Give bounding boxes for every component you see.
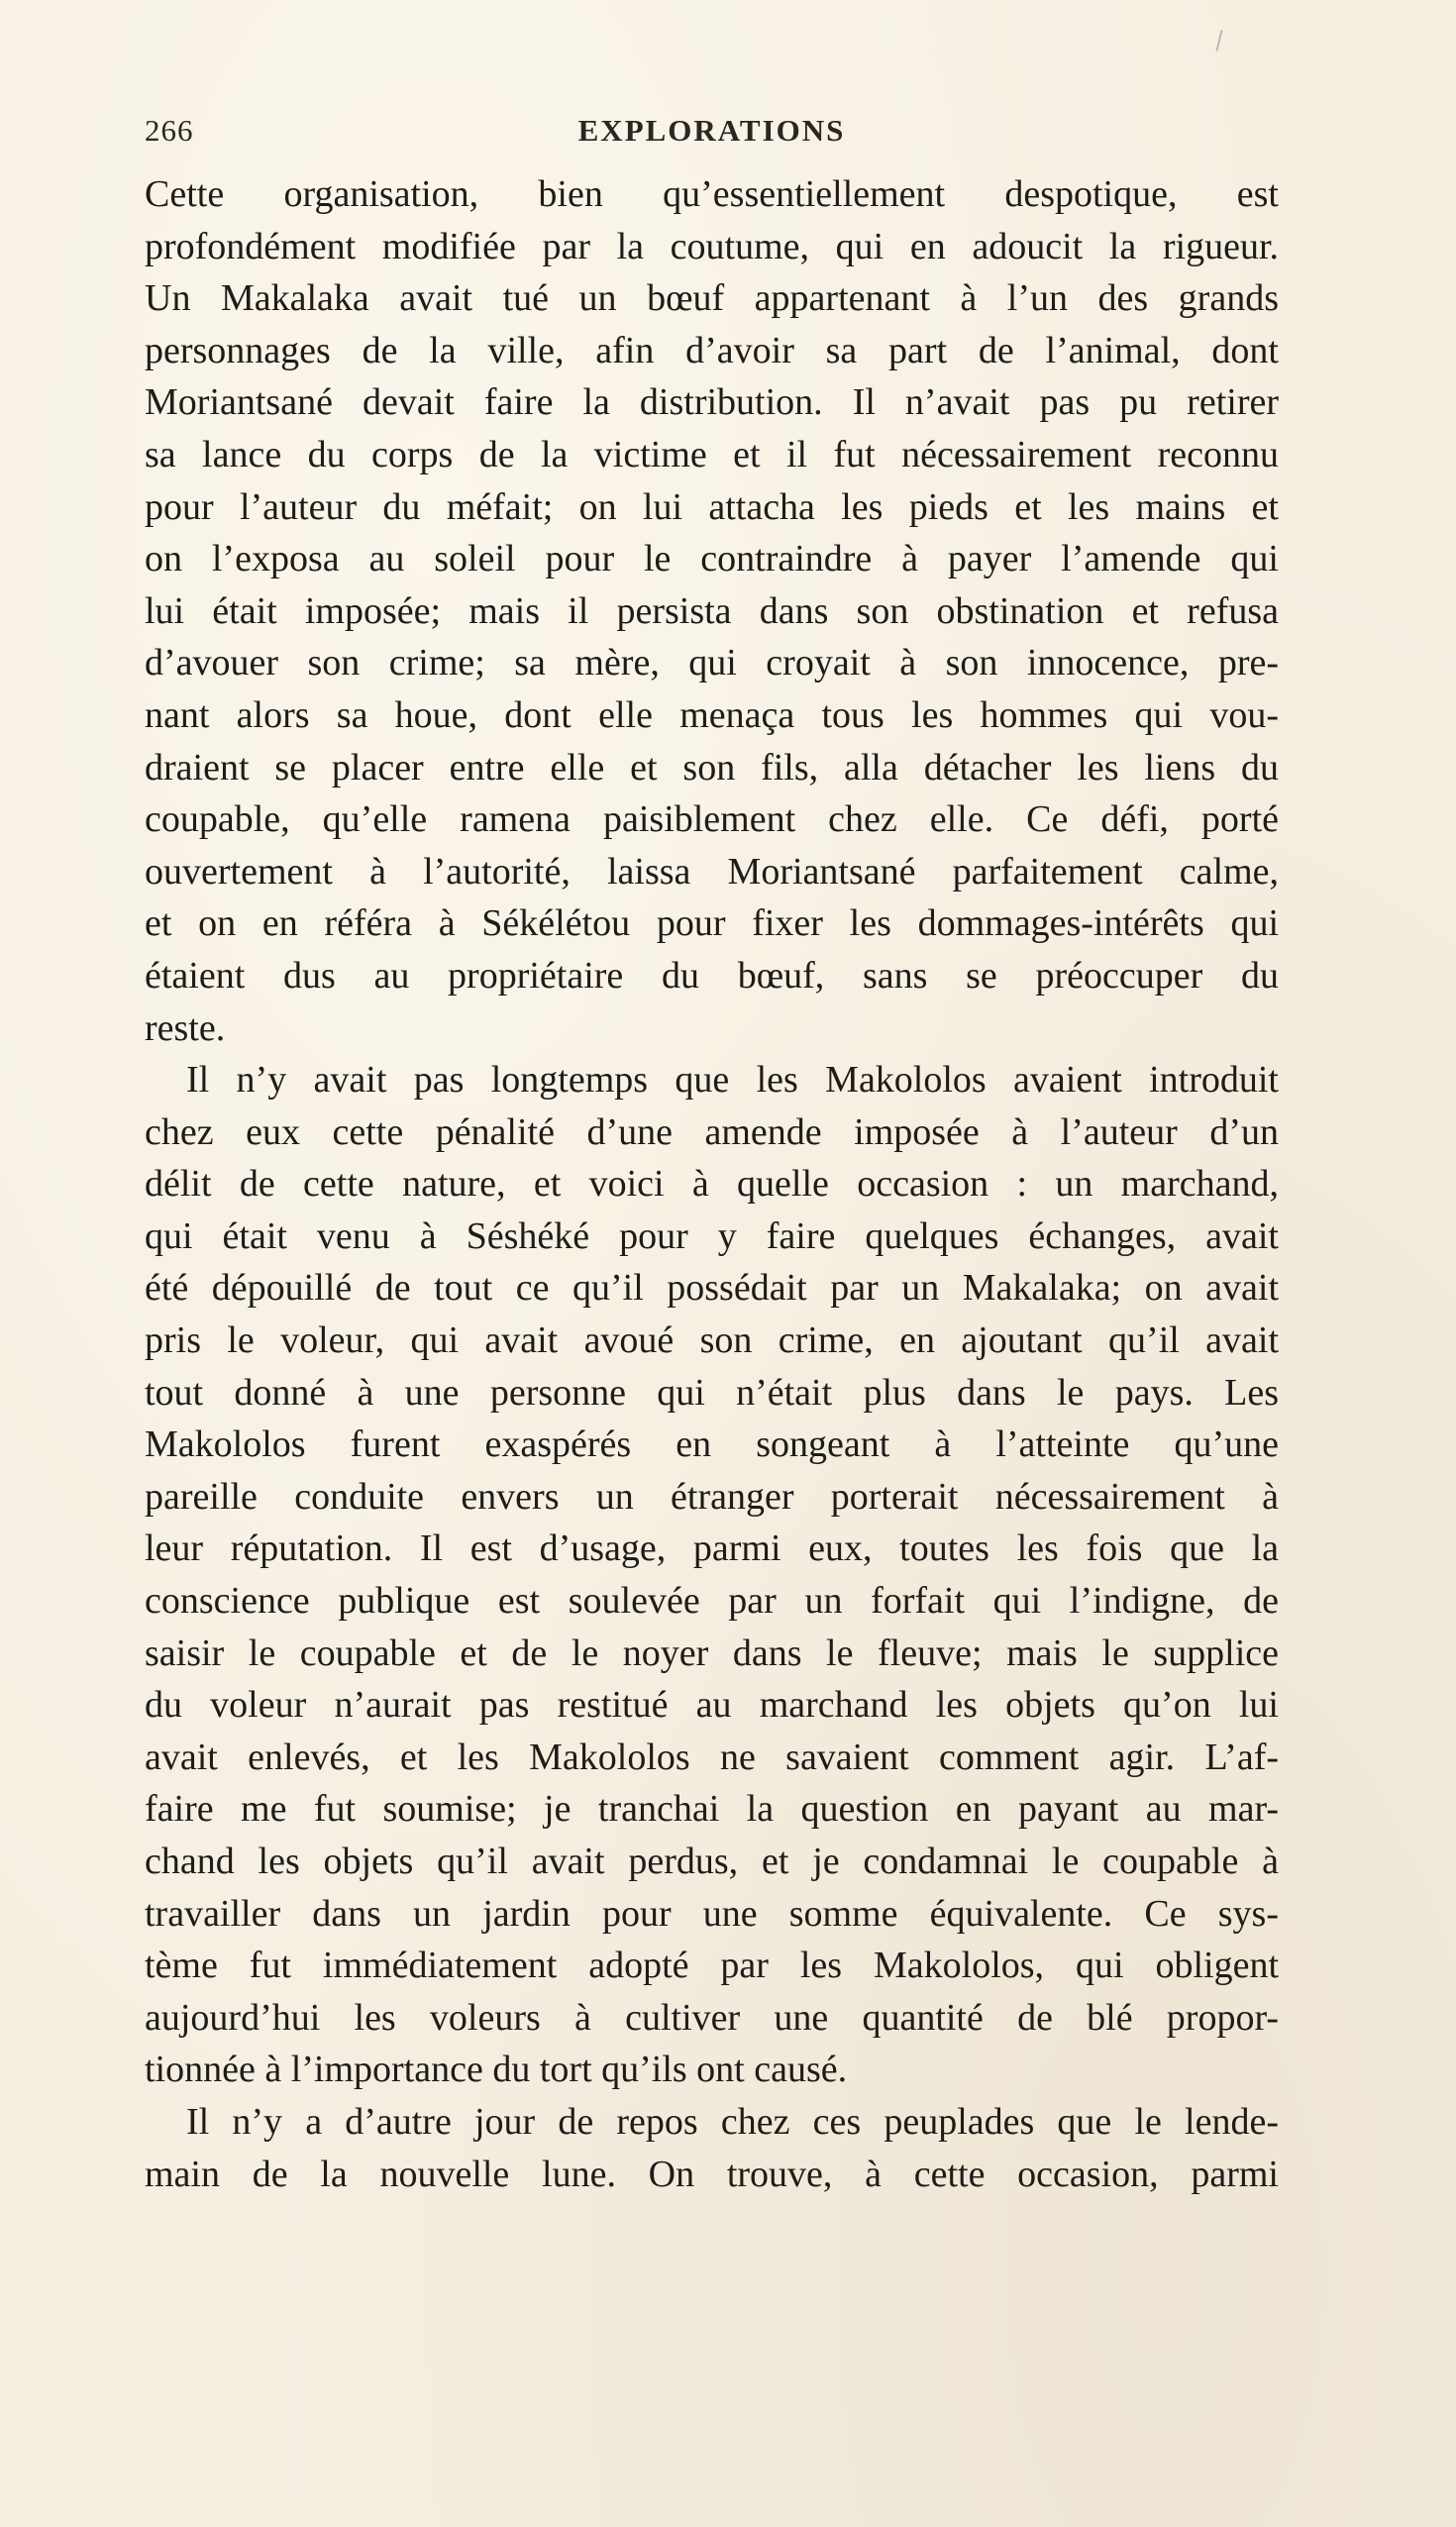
text-line: tionnée à l’importance du tort qu’ils ont causé. bbox=[145, 2049, 848, 2091]
text-line: pris le voleur, qui avait avoué son crime, en ajoutant qu’il avait bbox=[145, 1319, 1279, 1362]
text-line: Un Makalaka avait tué un bœuf appartenant à l’un des grands bbox=[145, 277, 1279, 320]
text-line: draient se placer entre elle et son fils, alla détacher les liens du bbox=[145, 746, 1279, 789]
text-line: coupable, qu’elle ramena paisiblement chez elle. Ce défi, porté bbox=[145, 798, 1279, 841]
text-line: été dépouillé de tout ce qu’il possédait par un Makalaka; on avait bbox=[145, 1267, 1279, 1310]
text-line: conscience publique est soulevée par un forfait qui l’indigne, de bbox=[145, 1580, 1279, 1623]
text-line: Moriantsané devait faire la distribution. Il n’avait pas pu retirer bbox=[145, 381, 1279, 424]
body-text bbox=[145, 168, 1279, 2200]
text-line: travailler dans un jardin pour une somme équivalente. Ce sys- bbox=[145, 1892, 1279, 1935]
text-line: ouvertement à l’autorité, laissa Moriantsané parfaitement calme, bbox=[145, 850, 1279, 893]
text-line: chand les objets qu’il avait perdus, et je condamnai le coupable à bbox=[145, 1841, 1279, 1882]
running-head bbox=[145, 113, 1279, 162]
text-line: profondément modifiée par la coutume, qui en adoucit la rigueur. bbox=[145, 225, 1279, 267]
text-line: Il n’y a d’autre jour de repos chez ces peuplades que le lende- bbox=[186, 2100, 1279, 2143]
margin-mark bbox=[1215, 30, 1222, 52]
text-line: avait enlevés, et les Makololos ne savaient comment agir. L’af- bbox=[145, 1736, 1279, 1778]
running-title: EXPLORATIONS bbox=[577, 113, 846, 148]
text-line: lui était imposée; mais il persista dans son obstination et refusa bbox=[145, 589, 1279, 632]
text-line: Il n’y avait pas longtemps que les Makololos avaient introduit bbox=[186, 1059, 1279, 1102]
text-line: qui était venu à Séshéké pour y faire quelques échanges, avait bbox=[145, 1214, 1279, 1257]
text-line: d’avouer son crime; sa mère, qui croyait à son innocence, pre- bbox=[145, 642, 1279, 684]
text-line: saisir le coupable et de le noyer dans le fleuve; mais le supplice bbox=[145, 1632, 1279, 1674]
text-line: et on en référa à Sékélétou pour fixer les dommages-intérêts qui bbox=[145, 902, 1279, 945]
text-line: nant alors sa houe, dont elle menaça tous les hommes qui vou- bbox=[145, 693, 1279, 736]
text-line: tème fut immédiatement adopté par les Makololos, qui obligent bbox=[145, 1945, 1279, 1987]
text-line: on l’exposa au soleil pour le contraindre à payer l’amende qui bbox=[145, 538, 1279, 580]
page-number: 266 bbox=[145, 113, 194, 148]
text-line: personnages de la ville, afin d’avoir sa part de l’animal, dont bbox=[145, 329, 1279, 371]
text-line: chez eux cette pénalité d’une amende imposée à l’auteur d’un bbox=[145, 1110, 1279, 1153]
text-line: du voleur n’aurait pas restitué au marchand les objets qu’on lui bbox=[145, 1684, 1279, 1727]
text-line: aujourd’hui les voleurs à cultiver une quantité de blé propor- bbox=[145, 1996, 1279, 2039]
text-line: Cette organisation, bien qu’essentiellement despotique, est bbox=[145, 173, 1279, 215]
text-line: faire me fut soumise; je tranchai la question en payant au mar- bbox=[145, 1788, 1279, 1831]
text-line: reste. bbox=[145, 1006, 226, 1049]
text-line: leur réputation. Il est d’usage, parmi eux, toutes les fois que la bbox=[145, 1527, 1279, 1570]
text-line: étaient dus au propriétaire du bœuf, sans se préoccuper du bbox=[145, 954, 1279, 997]
text-line: Makololos furent exaspérés en songeant à l’atteinte qu’une bbox=[145, 1423, 1279, 1466]
text-line: délit de cette nature, et voici à quelle occasion : un marchand, bbox=[145, 1163, 1279, 1206]
text-line: main de la nouvelle lune. On trouve, à cette occasion, parmi bbox=[145, 2153, 1279, 2195]
text-line: pour l’auteur du méfait; on lui attacha les pieds et les mains et bbox=[145, 485, 1279, 528]
text-line: sa lance du corps de la victime et il fut nécessairement reconnu bbox=[145, 433, 1279, 475]
text-line: pareille conduite envers un étranger porterait nécessairement à bbox=[145, 1475, 1279, 1518]
text-line: tout donné à une personne qui n’était plus dans le pays. Les bbox=[145, 1371, 1279, 1414]
